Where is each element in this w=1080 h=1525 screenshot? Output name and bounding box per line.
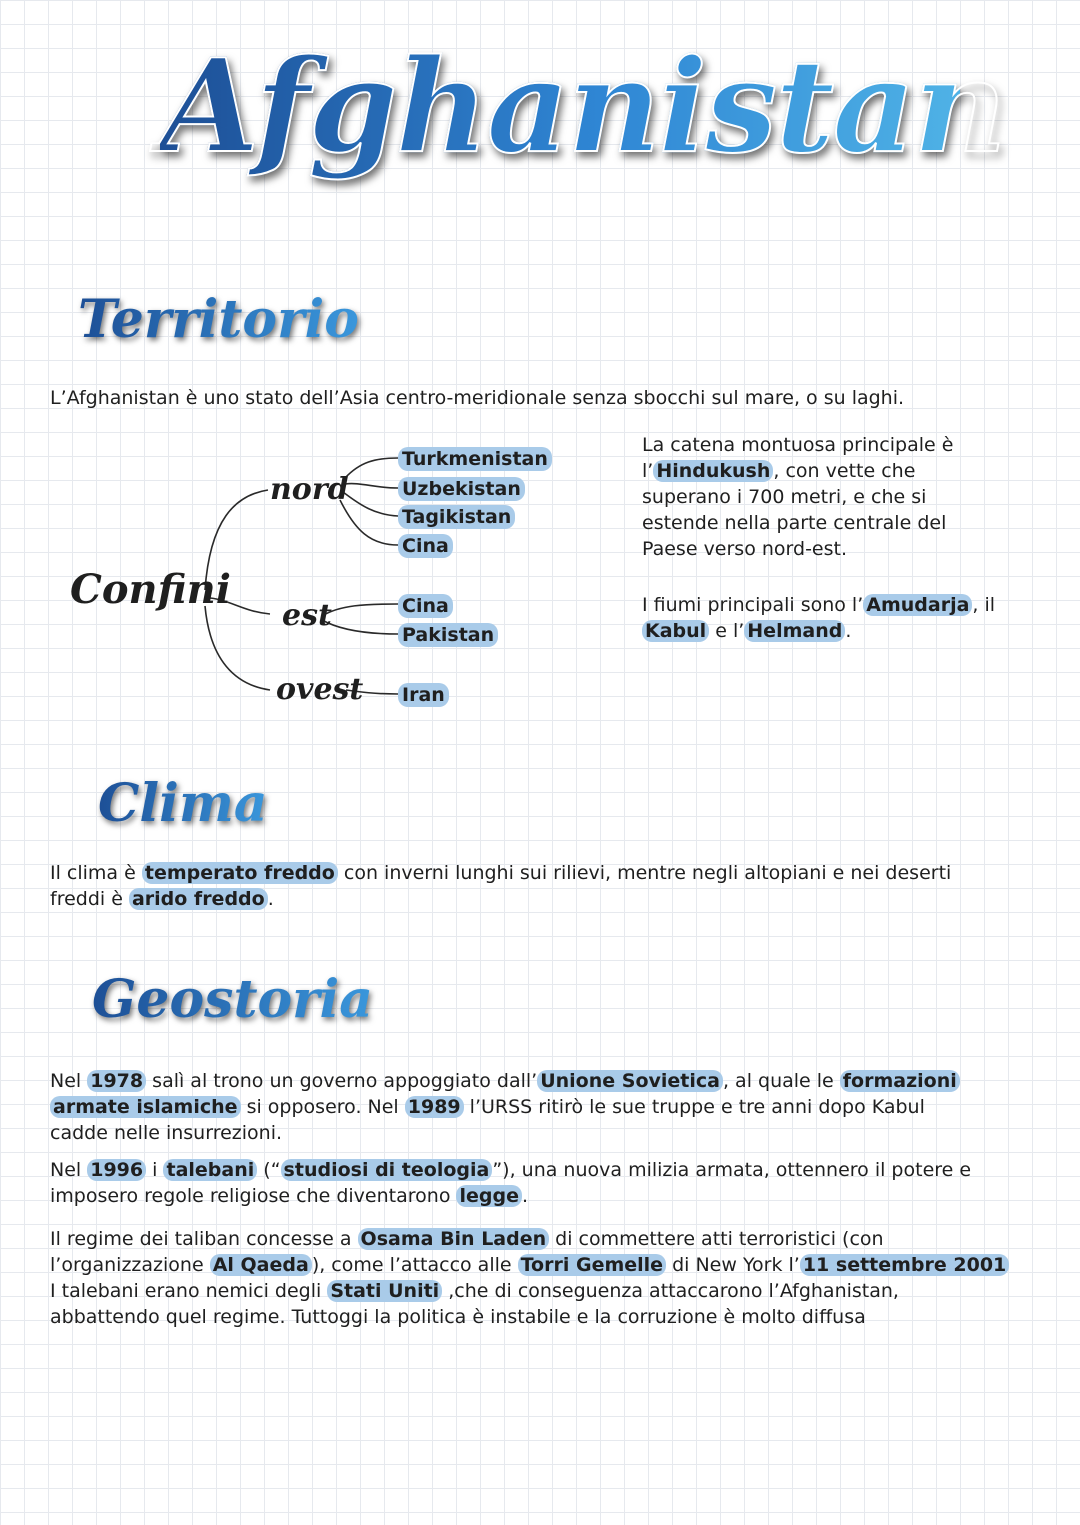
highlight: 11 settembre 2001 bbox=[800, 1254, 1009, 1276]
highlight: arido freddo bbox=[129, 888, 268, 910]
highlight: 1989 bbox=[405, 1096, 464, 1118]
geostoria-paragraph-2: Nel 1996 i talebani (“ studiosi di teologia ”), una nuova milizia armata, ottennero il potere e imposero regole religiose che diventarono legge . bbox=[50, 1159, 972, 1207]
country-cina-nord: Cina bbox=[398, 534, 453, 558]
territorio-intro: L’Afghanistan è uno stato dell’Asia centro-meridionale senza sbocchi sul mare, o su laghi. bbox=[50, 387, 905, 409]
page-title: Afghanistan bbox=[160, 22, 960, 192]
highlight: temperato freddo bbox=[142, 862, 338, 884]
highlight: Torri Gemelle bbox=[518, 1254, 666, 1276]
highlight: talebani bbox=[163, 1159, 257, 1181]
branch-ovest-label: ovest bbox=[276, 672, 364, 707]
country-cina-est: Cina bbox=[398, 594, 453, 618]
mountains-line: l’ Hindukush , con vette che bbox=[642, 460, 916, 482]
branch-est-label: est bbox=[282, 598, 332, 633]
heading-geostoria: Geostoria bbox=[92, 969, 373, 1030]
highlight: formazioni bbox=[840, 1070, 960, 1092]
mountains-line: estende nella parte centrale del bbox=[642, 512, 947, 534]
clima-paragraph: Il clima è temperato freddo con inverni lunghi sui rilievi, mentre negli altopiani e nei deserti freddi è arido freddo . bbox=[50, 862, 952, 910]
highlight: studiosi di teologia bbox=[281, 1159, 493, 1181]
country-turkmenistan: Turkmenistan bbox=[398, 447, 552, 471]
highlight: Stati Uniti bbox=[327, 1280, 442, 1302]
rivers-line: Kabul e l’ Helmand . bbox=[642, 618, 995, 644]
geostoria-paragraph-3: Il regime dei taliban concesse a Osama Bin Laden di commettere atti terroristici (con l’organizzazione Al Qaeda ), come l’attacco alle Torri Gemelle di New York l’ 11 settembre 2001 I talebani erano nemici degli Stati Uniti ,che di conseguenza attaccarono l’Afghanistan, abbattendo quel regime. Tuttoggi la politica è instabile e la corruzione è molto diffusa bbox=[50, 1226, 1009, 1330]
country-uzbekistan: Uzbekistan bbox=[398, 477, 525, 501]
heading-territorio: Territorio bbox=[78, 289, 359, 350]
mountains-paragraph bbox=[642, 432, 953, 562]
confini-label: Confini bbox=[70, 566, 231, 613]
mountains-line: La catena montuosa principale è bbox=[642, 434, 954, 456]
highlight: Amudarja bbox=[863, 594, 972, 616]
highlight: armate islamiche bbox=[50, 1096, 241, 1118]
geostoria-paragraph-1: Nel 1978 salì al trono un governo appoggiato dall’ Unione Sovietica , al quale le formazioni armate islamiche si opposero. Nel 1989 l’URSS ritirò le sue truppe e tre anni dopo Kabul cadde nelle insurrezioni. bbox=[50, 1068, 960, 1146]
rivers-line: I fiumi principali sono l’ Amudarja , il bbox=[642, 594, 996, 616]
highlight: Kabul bbox=[642, 620, 709, 642]
branch-nord-label: nord bbox=[270, 472, 349, 507]
country-tagikistan: Tagikistan bbox=[398, 505, 515, 529]
highlight: Unione Sovietica bbox=[537, 1070, 723, 1092]
rivers-paragraph bbox=[642, 592, 995, 644]
highlight: Osama Bin Laden bbox=[358, 1228, 550, 1250]
mountains-line: Paese verso nord-est. bbox=[642, 538, 848, 560]
heading-clima: Clima bbox=[98, 773, 268, 834]
highlight: 1978 bbox=[87, 1070, 146, 1092]
highlight: 1996 bbox=[87, 1159, 146, 1181]
country-pakistan: Pakistan bbox=[398, 623, 498, 647]
highlight: Helmand bbox=[744, 620, 845, 642]
highlight: Hindukush bbox=[653, 460, 773, 482]
highlight: Al Qaeda bbox=[210, 1254, 312, 1276]
mountains-line: superano i 700 metri, e che si bbox=[642, 486, 927, 508]
highlight: legge bbox=[456, 1185, 522, 1207]
country-iran: Iran bbox=[398, 683, 449, 707]
